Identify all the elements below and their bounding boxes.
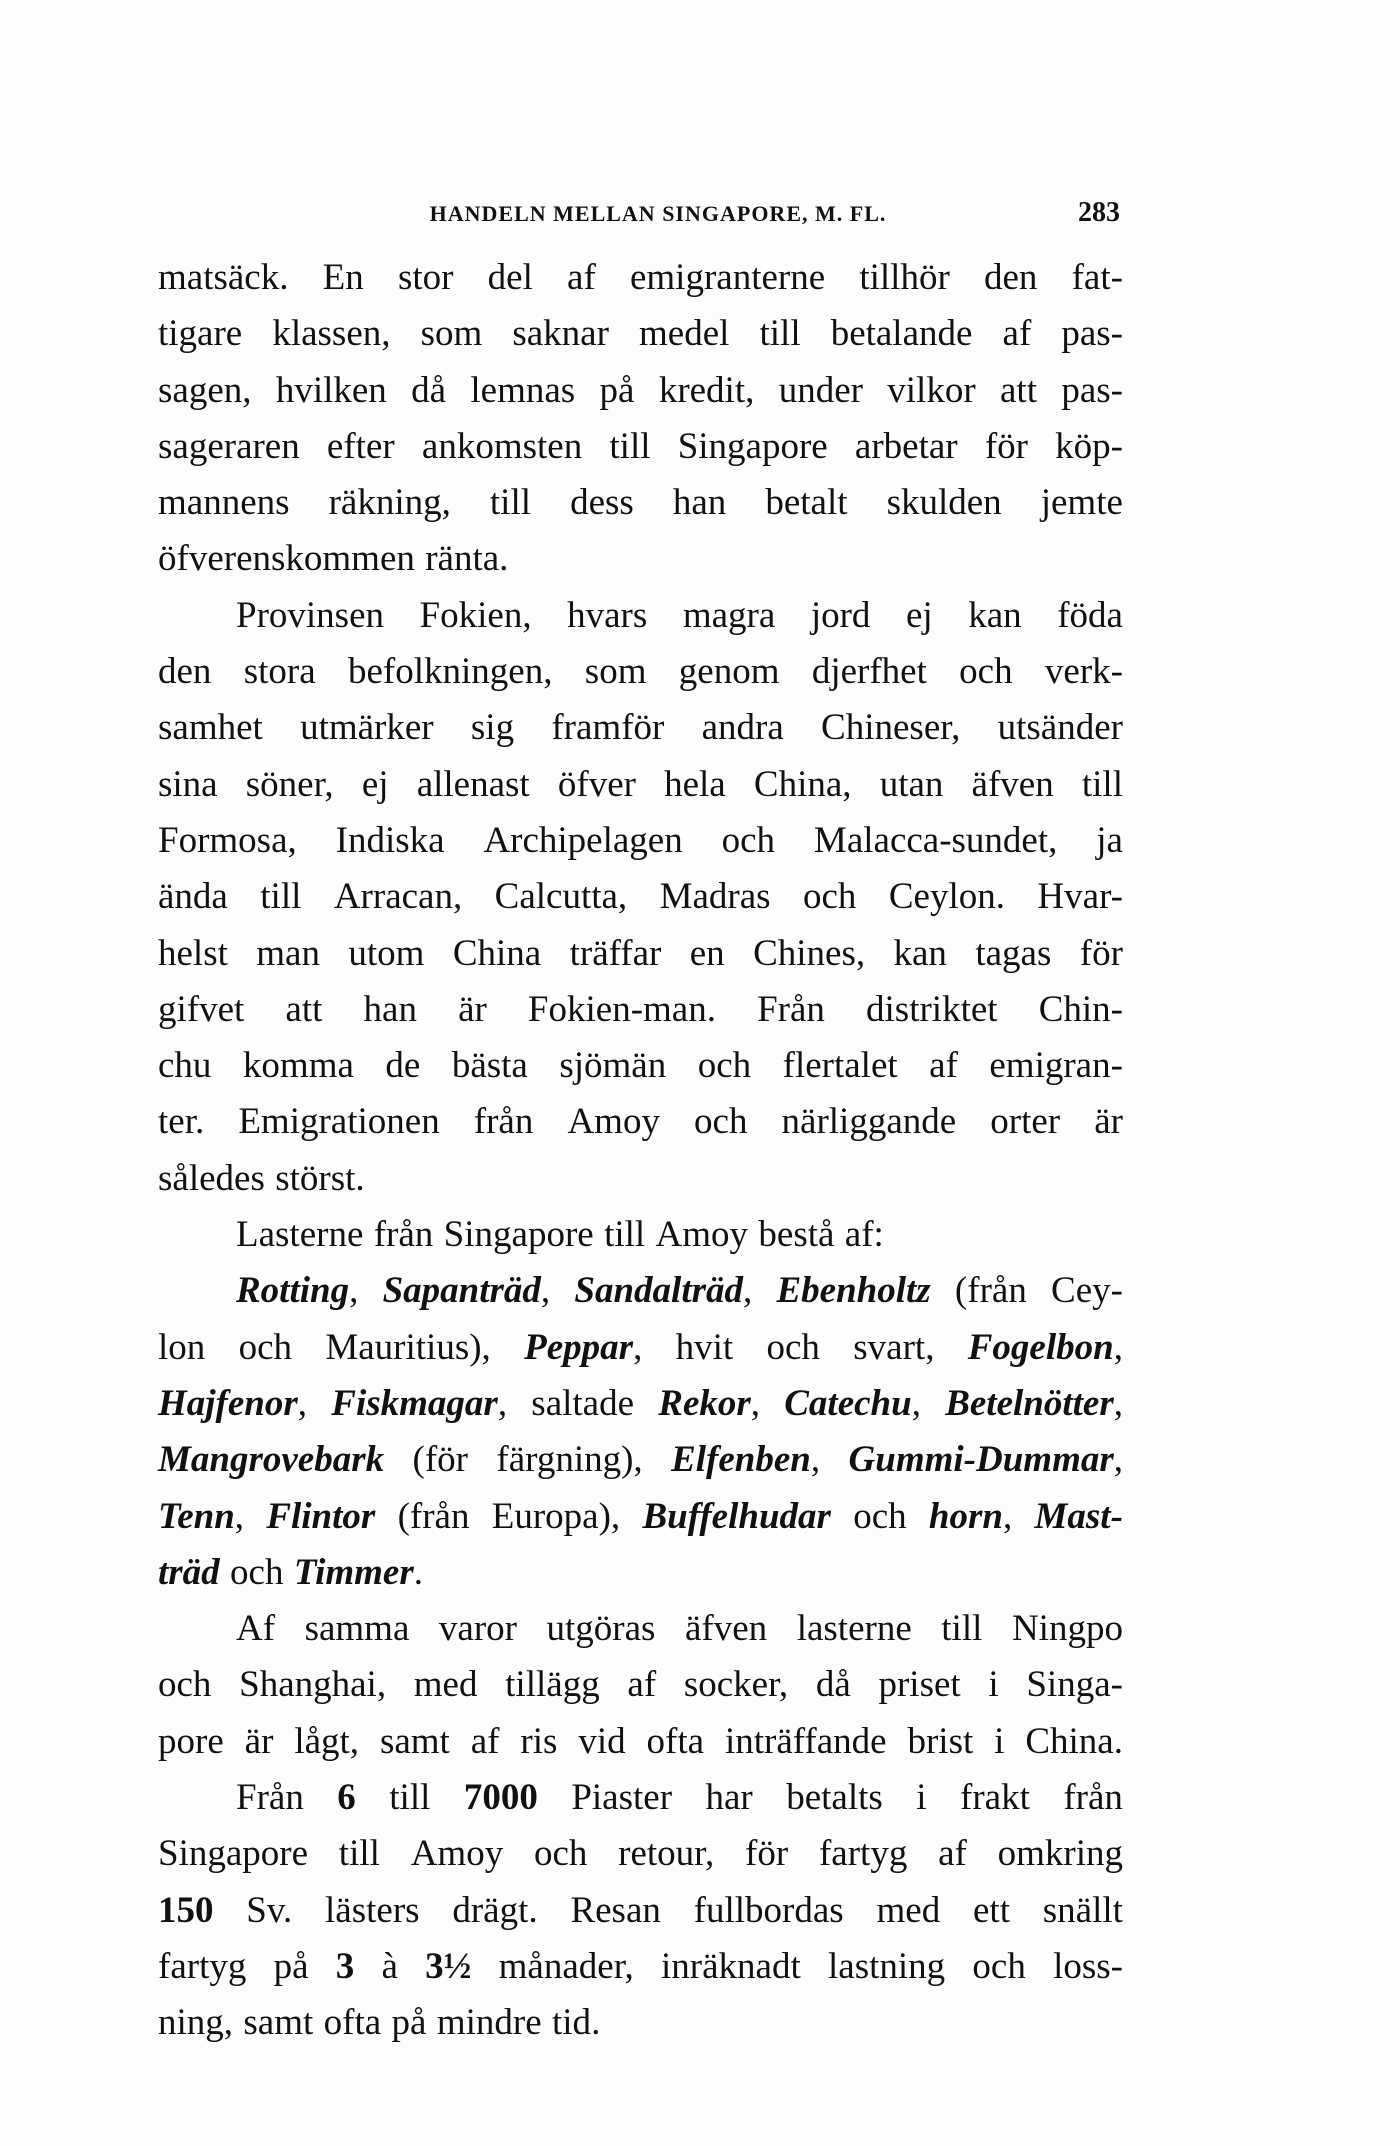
- paragraph-goods-list: [158, 1263, 1123, 1601]
- paragraph-1: [158, 250, 1123, 588]
- text-line: lon och Mauritius), Peppar, hvit och svart, Fogelbon,: [158, 1326, 1123, 1368]
- text-line: Af samma varor utgöras äfven lasterne till Ningpo: [236, 1608, 1123, 1650]
- text-line: Från 6 till 7000 Piaster har betalts i frakt från: [236, 1777, 1123, 1819]
- text-line: Mangrovebark (för färgning), Elfenben, Gummi-Dummar,: [158, 1439, 1123, 1481]
- body-text: [158, 250, 1123, 2052]
- text-line: fartyg på 3 à 3½ månader, inräknadt lastning och loss-: [158, 1945, 1123, 1987]
- text-line: Lasterne från Singapore till Amoy bestå af:: [236, 1214, 884, 1256]
- text-line: ning, samt ofta på mindre tid.: [158, 2002, 601, 2044]
- text-line: den stora befolkningen, som genom djerfhet och verk-: [158, 651, 1123, 693]
- text-line: och Shanghai, med tillägg af socker, då priset i Singa-: [158, 1664, 1123, 1706]
- text-line: träd och Timmer.: [158, 1551, 423, 1593]
- text-line: Tenn, Flintor (från Europa), Buffelhudar och horn, Mast-: [158, 1495, 1123, 1537]
- text-line: Provinsen Fokien, hvars magra jord ej kan föda: [236, 594, 1123, 636]
- paragraph-5: [158, 1601, 1123, 1770]
- text-line: samhet utmärker sig framför andra Chineser, utsänder: [158, 707, 1123, 749]
- text-line: 150 Sv. lästers drägt. Resan fullbordas med ett snällt: [158, 1889, 1123, 1931]
- text-line: öfverenskommen ränta.: [158, 538, 509, 580]
- text-line: Hajfenor, Fiskmagar, saltade Rekor, Catechu, Betelnötter,: [158, 1382, 1123, 1424]
- text-line: tigare klassen, som saknar medel till betalande af pas-: [158, 313, 1123, 355]
- text-line: således störst.: [158, 1157, 365, 1199]
- text-line: mannens räkning, till dess han betalt skulden jemte: [158, 482, 1123, 524]
- text-line: ända till Arracan, Calcutta, Madras och Ceylon. Hvar-: [158, 876, 1123, 918]
- text-line: gifvet att han är Fokien-man. Från distriktet Chin-: [158, 988, 1123, 1030]
- text-line: ter. Emigrationen från Amoy och närliggande orter är: [158, 1101, 1123, 1143]
- page-number: 283: [1078, 197, 1120, 228]
- text-line: sageraren efter ankomsten till Singapore arbetar för köp-: [158, 425, 1123, 467]
- text-line: pore är lågt, samt af ris vid ofta inträffande brist i China.: [158, 1720, 1123, 1762]
- text-line: Singapore till Amoy och retour, för fartyg af omkring: [158, 1833, 1123, 1875]
- text-line: helst man utom China träffar en Chines, kan tagas för: [158, 932, 1123, 974]
- text-line: Formosa, Indiska Archipelagen och Malacca-sundet, ja: [158, 819, 1123, 861]
- text-line: sagen, hvilken då lemnas på kredit, under vilkor att pas-: [158, 369, 1123, 411]
- paragraph-6: [158, 1770, 1123, 2051]
- text-line: chu komma de bästa sjömän och flertalet af emigran-: [158, 1045, 1123, 1087]
- running-head: HANDELN MELLAN SINGAPORE, M. FL.: [429, 201, 887, 226]
- page-header: [158, 197, 1120, 233]
- text-line: sina söner, ej allenast öfver hela China, utan äfven till: [158, 763, 1123, 805]
- paragraph-2: [158, 588, 1123, 1207]
- text-line: Rotting, Sapanträd, Sandalträd, Ebenholtz (från Cey-: [236, 1270, 1123, 1312]
- paragraph-3: [158, 1207, 1123, 1263]
- text-line: matsäck. En stor del af emigranterne tillhör den fat-: [158, 257, 1123, 298]
